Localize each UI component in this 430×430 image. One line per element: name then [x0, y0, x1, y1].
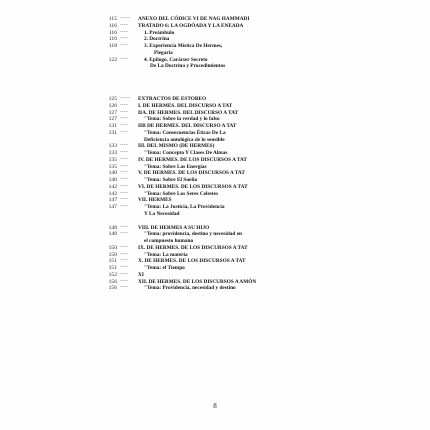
toc-leader: ---- [120, 183, 128, 189]
toc-entry [104, 50, 404, 57]
toc-entry-title: 4. Epílogo. Carácter Secreto [144, 56, 208, 63]
toc-entry-title: III. DEL MISMO (DE HERMES) [138, 143, 215, 150]
toc-entry [104, 265, 404, 272]
toc-entry-title: 1. Preámbulo [144, 29, 175, 36]
toc-leader: ---- [120, 129, 128, 135]
toc-page-number: 150 [108, 251, 117, 258]
toc-page-number: 152 [108, 271, 117, 278]
toc-leader: ---- [120, 224, 128, 230]
toc-entry [104, 164, 404, 171]
toc-page-number: 135 [108, 156, 117, 163]
toc-entry [104, 57, 404, 64]
toc-leader: ---- [120, 278, 128, 284]
toc-entry-title: "Tema: Concepto Y Clases De Almas [144, 150, 228, 156]
toc-entry [104, 285, 404, 292]
toc-entry [104, 143, 404, 150]
toc-entry-title: TRATADO 6: LA OGDÓADA Y LA ENEADA [138, 22, 244, 29]
toc-page-number: 125 [108, 96, 117, 102]
toc-page-number: 135 [108, 163, 117, 170]
page-number: 8 [213, 402, 217, 410]
toc-entry-title: "Tema: La Justicia, La Providencia [144, 204, 225, 210]
toc-page-number: 151 [108, 265, 117, 271]
toc-leader: —— [120, 16, 131, 21]
toc-entry [104, 116, 404, 123]
toc-page-number: 115 [108, 16, 117, 22]
toc-leader: ---- [120, 143, 128, 149]
toc-entry-title: IX. DE HERMES. DE LOS DISCURSOS A TAT [138, 244, 248, 251]
toc-entry [104, 184, 404, 191]
toc-entry-title: el compuesto humano [144, 238, 194, 244]
toc-entry [104, 110, 404, 117]
toc-page-number: 126 [108, 102, 117, 109]
toc-entry [104, 231, 404, 238]
toc-page-number: 140 [108, 170, 117, 177]
toc-leader: ---- [120, 150, 128, 155]
toc-entry-title: Plegaria [154, 49, 173, 56]
toc-page-number: 116 [108, 22, 117, 29]
toc-entry [104, 36, 404, 43]
toc-page-number: 131 [108, 123, 117, 129]
toc-entry-title: IV. DE HERMES. DE LOS DISCURSOS A TAT [138, 156, 247, 163]
toc-entry-title: Deficiencia ontológica de lo sensible [144, 136, 225, 143]
toc-entry-title: VII. HERMES [138, 197, 172, 204]
toc-page-number: 116 [108, 29, 117, 36]
toc-leader: ---- [120, 170, 128, 176]
toc-leader: ---- [120, 177, 128, 182]
toc-entry-title: IIB DE HERMES. DEL DISCURSO A TAT [138, 123, 237, 129]
toc-leader: ---- [120, 285, 128, 291]
toc-page-number: 140 [108, 177, 117, 183]
toc-page-number: 142 [108, 183, 117, 190]
toc-page-number: 127 [108, 116, 117, 123]
toc-entry [104, 123, 404, 130]
toc-leader: ---- [120, 123, 128, 128]
group-spacer [104, 218, 404, 225]
toc-page-number: 156 [108, 285, 117, 292]
toc-entry-title: X. DE HERMES. DE LOS DISCURSOS A TAT [138, 258, 246, 265]
toc-entry [104, 150, 404, 157]
toc-entry-title: XI [138, 271, 144, 278]
toc-page-number: 122 [108, 56, 117, 63]
toc-leader: ---- [120, 244, 128, 250]
toc-entry-title: "Tema: el Tiempo [144, 265, 185, 271]
toc-leader: ---- [120, 102, 128, 108]
toc-entry-title: 2. Doctrina [144, 36, 170, 43]
toc-entry [104, 23, 404, 30]
toc-entry-title: "Tema: La materia [144, 251, 188, 258]
toc-entry [104, 170, 404, 177]
toc-leader: ---- [120, 29, 128, 35]
toc-leader: —— [120, 96, 131, 101]
toc-entry-title: ANEXO DEL CÓDICE VI DE NAG HAMMADI [138, 16, 250, 22]
toc-entry [104, 63, 404, 70]
toc-group-nag-hammadi [104, 16, 404, 70]
toc-leader: ---- [120, 163, 128, 169]
toc-entry-title: EXTRACTOS DE ESTOBEO [138, 96, 207, 102]
toc-leader: ---- [120, 109, 128, 115]
toc-page-number: 133 [108, 143, 117, 150]
toc-entry [104, 157, 404, 164]
toc-page-number: 118 [108, 43, 117, 49]
toc-entry [104, 258, 404, 265]
toc-page-number: 116 [108, 36, 117, 43]
toc-leader: ---- [120, 190, 128, 196]
toc-entry-title: De La Doctrina y Procedimientos [150, 63, 226, 70]
toc-page-number: 147 [108, 197, 117, 204]
toc-entry-title: "Tema: Consecuencias Éticas De La [144, 129, 226, 136]
toc-entry [104, 197, 404, 204]
toc-leader: ---- [120, 251, 128, 257]
toc-page-number: 150 [108, 244, 117, 251]
toc-entry [104, 96, 404, 103]
toc-leader: ---- [120, 265, 128, 270]
toc-leader: ---- [120, 258, 128, 264]
toc-entry-title: VIII. DE HERMES A SU HIJO [138, 224, 210, 231]
toc-entry [104, 272, 404, 279]
toc-leader: ---- [120, 56, 128, 62]
toc-entry [104, 225, 404, 232]
toc-page-number: 147 [108, 204, 117, 210]
toc-entry [104, 211, 404, 218]
toc-leader: ---- [120, 271, 128, 277]
toc-entry-title: V. DE HERMES. DE LOS DISCURSOS A TAT [138, 170, 245, 177]
toc-group-estobeo-continued [104, 225, 404, 293]
group-spacer [104, 70, 404, 96]
toc-entry [104, 252, 404, 259]
toc-entry [104, 245, 404, 252]
toc-entry-title: "Tema: Sobre Las Energías [144, 163, 207, 170]
toc-entry [104, 238, 404, 245]
toc-leader: ---- [120, 22, 128, 28]
toc-entry-title: "Tema: Sobre la verdad y lo falso [144, 116, 220, 123]
toc-entry-title: 3. Experiencia Mística De Hermes, [144, 43, 223, 49]
toc-leader: ---- [120, 204, 128, 209]
table-of-contents [104, 16, 404, 292]
toc-entry-title: XII. DE HERMES. DE LOS DISCURSOS A AMÓN [138, 278, 257, 285]
toc-leader: ---- [120, 197, 128, 203]
toc-page-number: 148 [108, 231, 117, 238]
toc-page-number: 156 [108, 278, 117, 285]
toc-entry [104, 191, 404, 198]
toc-leader: ---- [120, 231, 128, 237]
toc-entry-title: "Tema: Sobre Los Seres Celestes [144, 190, 219, 197]
toc-entry-title: IIA. DE HERMES. DEL DISCURSO A TAT [138, 109, 239, 116]
toc-entry [104, 30, 404, 37]
toc-leader: ---- [120, 36, 128, 42]
toc-group-estobeo [104, 96, 404, 218]
toc-leader: ---- [120, 43, 128, 48]
toc-page-number: 127 [108, 109, 117, 116]
toc-entry-title: I. DE HERMES. DEL DISCURSO A TAT [138, 102, 233, 109]
toc-leader: ---- [120, 156, 128, 162]
toc-entry [104, 130, 404, 137]
toc-entry [104, 177, 404, 184]
toc-entry-title: "Tema: Providencia, necesidad y destino [144, 285, 236, 292]
toc-page-number: 133 [108, 150, 117, 156]
toc-leader: ---- [120, 116, 128, 122]
toc-entry [104, 204, 404, 211]
toc-entry [104, 43, 404, 50]
toc-entry-title: "Tema: providencia, destino y necesidad en [144, 231, 242, 238]
toc-entry [104, 16, 404, 23]
toc-page-number: 148 [108, 224, 117, 231]
toc-page-number: 142 [108, 190, 117, 197]
toc-entry [104, 279, 404, 286]
toc-page-number: 131 [108, 129, 117, 136]
toc-entry-title: Y La Necesidad [144, 210, 180, 217]
toc-page-number: 151 [108, 258, 117, 265]
toc-entry-title: VI. DE HERMES. DE LOS DISCURSOS A TAT [138, 183, 248, 190]
toc-entry-title: "Tema: Sobre El Sueño [144, 177, 198, 183]
toc-entry [104, 103, 404, 110]
